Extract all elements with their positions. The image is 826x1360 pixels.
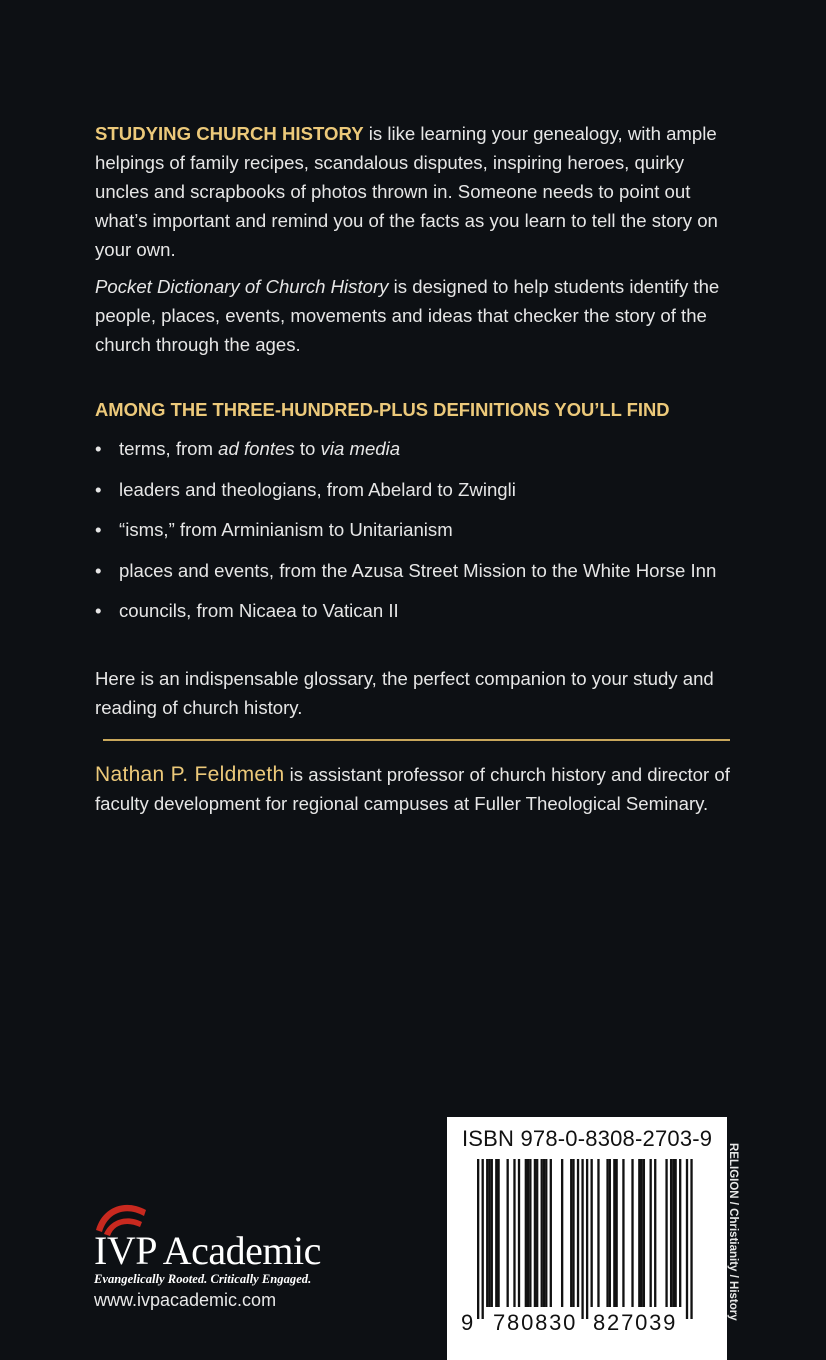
author-bio-text: is assistant professor of church history and director of faculty development for regional campuses at Fuller Theological Seminary. — [95, 764, 730, 814]
bullet-term: via media — [320, 438, 401, 459]
publisher-tagline: Evangelically Rooted. Critically Engaged. — [94, 1272, 312, 1286]
intro-lead: STUDYING CHURCH HISTORY — [95, 123, 364, 144]
publisher-website[interactable]: www.ivpacademic.com — [94, 1290, 277, 1310]
list-item: • places and events, from the Azusa Street Mission to the White Horse Inn — [95, 556, 775, 597]
author-name: Nathan P. Feldmeth — [95, 763, 285, 786]
bullet-term: ad fontes — [218, 438, 295, 459]
pocket-text: is designed to help students identify the people, places, events, movements and ideas that checker the story of the church through the ages. — [95, 276, 720, 355]
bullet-text: terms, from — [119, 438, 219, 459]
intro-text: is like learning your genealogy, with ample helpings of family recipes, scandalous disputes, inspiring heroes, quirky uncles and scrapbooks of photos thrown in. Someone needs to point out what’s important and remind you of the facts as you learn to tell the story on your own. — [95, 123, 718, 260]
logo-wordmark: IVP Academic — [94, 1228, 321, 1273]
list-item — [95, 434, 775, 475]
pocket-paragraph — [95, 272, 735, 359]
barcode — [447, 1117, 727, 1360]
closing-paragraph: Here is an indispensable glossary, the perfect companion to your study and reading of church history. — [95, 668, 714, 718]
bullet-text: to — [294, 438, 321, 459]
definitions-heading: AMONG THE THREE-HUNDRED-PLUS DEFINITIONS YOU’LL FIND — [95, 399, 670, 420]
barcode-digit-first: 9 — [461, 1310, 476, 1335]
barcode-digits-right: 827039 — [593, 1310, 678, 1335]
list-item: • leaders and theologians, from Abelard to Zwingli — [95, 475, 775, 516]
list-item: • councils, from Nicaea to Vatican II — [95, 596, 775, 637]
divider — [103, 739, 730, 741]
barcode-digits — [447, 1117, 727, 1360]
barcode-digits-left: 780830 — [493, 1310, 578, 1335]
bisac-category — [727, 1143, 749, 1321]
definitions-list — [95, 434, 775, 637]
list-item: • “isms,” from Arminianism to Unitarianism — [95, 515, 775, 556]
author-bio — [95, 760, 735, 818]
book-title: Pocket Dictionary of Church History — [95, 276, 389, 297]
isbn-label: ISBN 978-0-8308-2703-9 — [462, 1126, 713, 1151]
category-text: RELIGION / Christianity / History — [727, 1143, 739, 1321]
intro-paragraph — [95, 119, 735, 264]
